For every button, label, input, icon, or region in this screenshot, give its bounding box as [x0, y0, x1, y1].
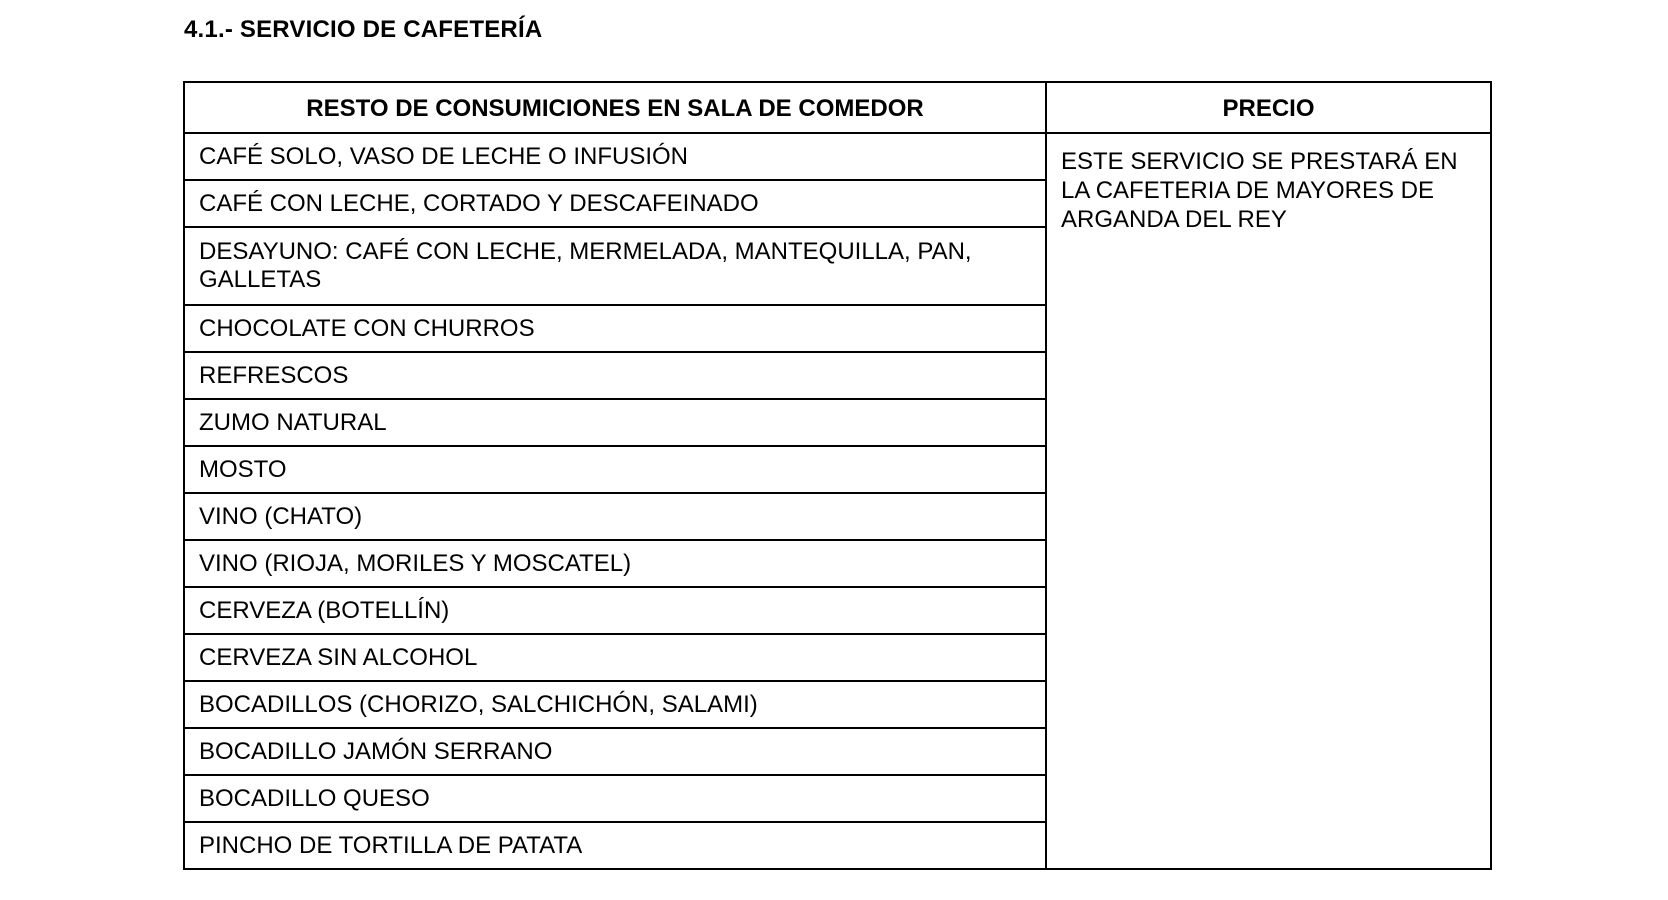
item-cell: BOCADILLO JAMÓN SERRANO — [184, 728, 1046, 775]
item-cell: CHOCOLATE CON CHURROS — [184, 305, 1046, 352]
item-cell: BOCADILLO QUESO — [184, 775, 1046, 822]
item-cell: VINO (CHATO) — [184, 493, 1046, 540]
item-cell: CAFÉ SOLO, VASO DE LECHE O INFUSIÓN — [184, 133, 1046, 180]
item-cell: PINCHO DE TORTILLA DE PATATA — [184, 822, 1046, 869]
price-note-cell: ESTE SERVICIO SE PRESTARÁ EN LA CAFETERIA DE MAYORES DE ARGANDA DEL REY — [1046, 133, 1491, 869]
item-cell: MOSTO — [184, 446, 1046, 493]
item-cell: BOCADILLOS (CHORIZO, SALCHICHÓN, SALAMI) — [184, 681, 1046, 728]
table-header-row — [184, 82, 1491, 133]
consumptions-price-table — [183, 81, 1492, 870]
item-cell: DESAYUNO: CAFÉ CON LECHE, MERMELADA, MANTEQUILLA, PAN, GALLETAS — [184, 227, 1046, 305]
column-header-item: RESTO DE CONSUMICIONES EN SALA DE COMEDOR — [184, 82, 1046, 133]
column-header-price: PRECIO — [1046, 82, 1491, 133]
item-cell: ZUMO NATURAL — [184, 399, 1046, 446]
item-cell: VINO (RIOJA, MORILES Y MOSCATEL) — [184, 540, 1046, 587]
item-cell: REFRESCOS — [184, 352, 1046, 399]
section-title: 4.1.- SERVICIO DE CAFETERÍA — [184, 16, 543, 43]
item-cell: CERVEZA SIN ALCOHOL — [184, 634, 1046, 681]
item-cell: CAFÉ CON LECHE, CORTADO Y DESCAFEINADO — [184, 180, 1046, 227]
table-row — [184, 133, 1491, 180]
item-cell: CERVEZA (BOTELLÍN) — [184, 587, 1046, 634]
